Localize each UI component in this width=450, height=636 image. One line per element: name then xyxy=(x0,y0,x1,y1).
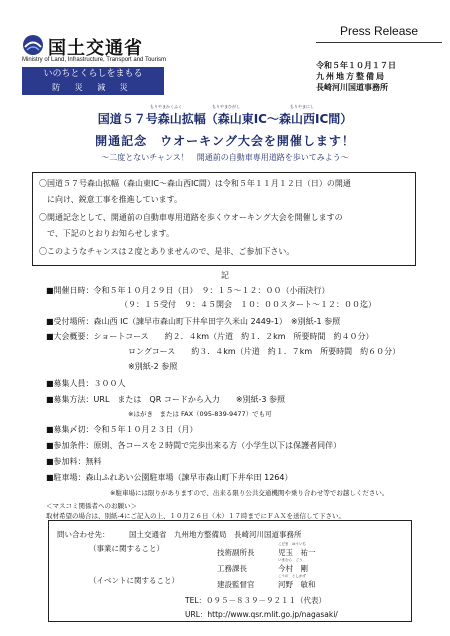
detail-deadline: ■募集〆切：令和５年１０月２３日（月） xyxy=(46,425,198,434)
detail-fee: ■参加料：無料 xyxy=(46,457,102,466)
page-title-2: 開通記念 ウオーキング大会を開催します！ xyxy=(95,134,355,148)
media-heading: ＜マスコミ関係者へのお願い＞ xyxy=(46,502,137,510)
summary-line: に向け、鋭意工事を推進しています。 xyxy=(39,195,183,204)
slogan-line-1: いのちとくらしをまもる xyxy=(43,69,143,79)
divider xyxy=(316,42,442,43)
contact-role-2: 工務課長 xyxy=(217,564,247,573)
detail-course-short: ■大会概要：ショートコース 約２．４km（片道 約１．２km 所要時間 約４０分） xyxy=(46,332,374,341)
contact-name-3: 河野 敏和 xyxy=(278,580,316,589)
contact-name-2: 今村 剛 xyxy=(278,564,308,573)
detail-date-sub: （９：１５受付 ９：４５開会 １０：００スタート～１２：００迄） xyxy=(120,300,376,309)
contact-role-3: 建設監督官 xyxy=(217,580,255,589)
contact-url[interactable]: URL：http://www.qsr.mlit.go.jp/nagasaki/ xyxy=(185,610,338,619)
detail-capacity: ■募集人員：３００人 xyxy=(46,379,126,388)
org-name-en: Ministry of Land, Infrastructure, Transport and Tourism xyxy=(22,57,166,63)
contact-box xyxy=(48,520,412,622)
media-text: 取材希望の場合は、別紙-4にご記入の上、１０月２６日（木）１７時までにＦＡＸを送信して下さい。 xyxy=(46,512,345,520)
ruby-moriyamanishi: もりやまにし xyxy=(290,104,314,109)
ki-heading: 記 xyxy=(221,271,229,280)
release-date: 令和５年１０月１７日 xyxy=(316,61,396,70)
contact-tel: TEL：０９５－８３９－９２１１（代表） xyxy=(185,596,326,605)
contact-event-note: （イベントに関すること） xyxy=(89,576,179,585)
ruby-moriyamahigashi: もりやまひがし xyxy=(212,104,240,109)
contact-role-1: 技術副所長 xyxy=(217,548,255,557)
bureau-name: 九州地方整備局 xyxy=(316,72,386,81)
detail-parking: ■駐車場：森山ふれあい公園駐車場（諫早市森山町下井牟田 1264） xyxy=(46,473,293,482)
summary-line: で、下記のとおりお知らせします。 xyxy=(39,229,174,238)
office-name: 長崎河川国道事務所 xyxy=(316,83,388,92)
summary-line: 〇このようなチャンスは２度とありませんので、是非、ご参加下さい。 xyxy=(39,247,295,256)
contact-ruby-1: こだま ゆういち xyxy=(278,542,306,546)
detail-course-note: ※別紙-2 参照 xyxy=(128,362,178,371)
contact-org: 国土交通省 九州地方整備局 長崎河川国道事務所 xyxy=(129,530,302,539)
detail-condition: ■参加条件：原則、各コースを２時間で完歩出来る方（小学生以下は保護者同伴） xyxy=(46,441,342,450)
summary-box xyxy=(32,172,416,266)
contact-ruby-3: こうの としかず xyxy=(278,574,306,578)
page-subtitle: ～二度とないチャンス！ 開通前の自動車専用道路を歩いてみよう～ xyxy=(101,153,349,162)
ruby-moriyamakakufuku: もりやまかくふく xyxy=(150,104,182,109)
detail-method: ■募集方法：URL または QR コードから入力 ※別紙-3 参照 xyxy=(46,395,286,404)
contact-ruby-2: いまむら ごう xyxy=(278,558,303,562)
page-title: 国道５７号森山拡幅（森山東IC～森山西IC間） xyxy=(97,112,353,126)
slogan-line-2: 防 災 減 災 xyxy=(52,83,134,92)
detail-course-long: ロングコース 約３．４km（片道 約１．７km 所要時間 約６０分） xyxy=(128,347,401,356)
press-release-label: Press Release xyxy=(340,24,419,38)
detail-method-note: ※はがき または FAX（095-839-9477）でも可 xyxy=(128,410,272,418)
contact-label: 問い合わせ先： xyxy=(57,530,110,539)
summary-line: 〇国道５７号森山拡幅（森山東IC～森山西IC間）は令和５年１１月１２日（日）の開通 xyxy=(39,179,351,188)
contact-name-1: 児玉 祐一 xyxy=(278,548,316,557)
detail-place: ■受付場所：森山西 IC（諫早市森山町下井牟田字久米山 2449-1） ※別紙-1 参照 xyxy=(46,317,341,326)
summary-line: 〇開通記念として、開通前の自動車専用道路を歩くウオーキング大会を開催しますの xyxy=(39,213,343,222)
org-name-ja: 国土交通省 xyxy=(48,38,143,59)
contact-biz-note: （事業に関すること） xyxy=(89,544,164,553)
detail-date: ■開催日時：令和５年１０月２９日（日） ９：１５～１２：００（小雨決行） xyxy=(46,286,330,295)
detail-parking-note: ※駐車場には限りがありますので、出来る限り公共交通機関や乗り合わせ等でお越しください。 xyxy=(110,489,389,497)
slogan-banner xyxy=(22,67,164,95)
mlit-logo-icon xyxy=(22,34,44,56)
